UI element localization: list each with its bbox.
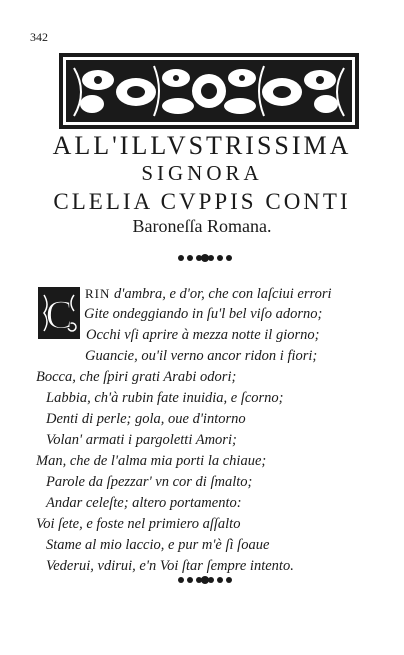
dedicatee-rank: Baroneſſa Romana. — [132, 216, 272, 236]
dedication-heading: ALL'ILLVSTRISSIMA — [52, 131, 352, 160]
first-line-small-caps: RIN — [85, 286, 111, 301]
poem-line-1-text: d'ambra, e d'or, che con laſciui errori — [110, 286, 332, 302]
poem-line-6: Labbia, ch'à rubin fate inuidia, e ſcorno; — [46, 390, 284, 406]
poem-line-14: Vederui, vdirui, e'n Voi ſtar ſempre intento. — [46, 558, 294, 574]
dedication-title-signora: SIGNORA — [141, 161, 263, 185]
poem-line-4: Guancie, ou'il verno ancor ridon i fiori; — [85, 348, 318, 364]
poem-line-12: Voi ſete, e foste nel primiero aſſalto — [36, 516, 241, 532]
decorated-initial-icon — [38, 287, 80, 339]
poem-line-5: Bocca, che ſpiri grati Arabi odori; — [36, 369, 237, 385]
poem-line-8: Volan' armati i pargoletti Amori; — [46, 432, 237, 448]
poem-line-10: Parole da ſpezzar' vn cor di ſmalto; — [46, 474, 253, 490]
poem-line-11: Andar celeſte; altero portamento: — [46, 495, 242, 511]
poem-line-3: Occhi vſi aprire à mezza notte il giorno; — [86, 327, 320, 343]
dedicatee-name: CLELIA CVPPIS CONTI — [53, 189, 351, 214]
ornamental-headpiece-icon — [58, 52, 360, 130]
poem-line-13: Stame al mio laccio, e pur m'è ſì ſoaue — [46, 537, 270, 553]
fleuron-ornament-icon — [176, 251, 234, 265]
initial-letter: C — [45, 292, 73, 337]
poem-line-9: Man, che de l'alma mia porti la chiaue; — [36, 453, 267, 469]
poem-line-2: Gite ondeggiando in ſu'l bel viſo adorno; — [84, 306, 323, 322]
poem-line-7: Denti di perle; gola, oue d'intorno — [46, 411, 246, 427]
fleuron-ornament-icon — [176, 573, 234, 587]
poem-line-1 — [85, 284, 332, 304]
page-number: 342 — [30, 30, 48, 44]
